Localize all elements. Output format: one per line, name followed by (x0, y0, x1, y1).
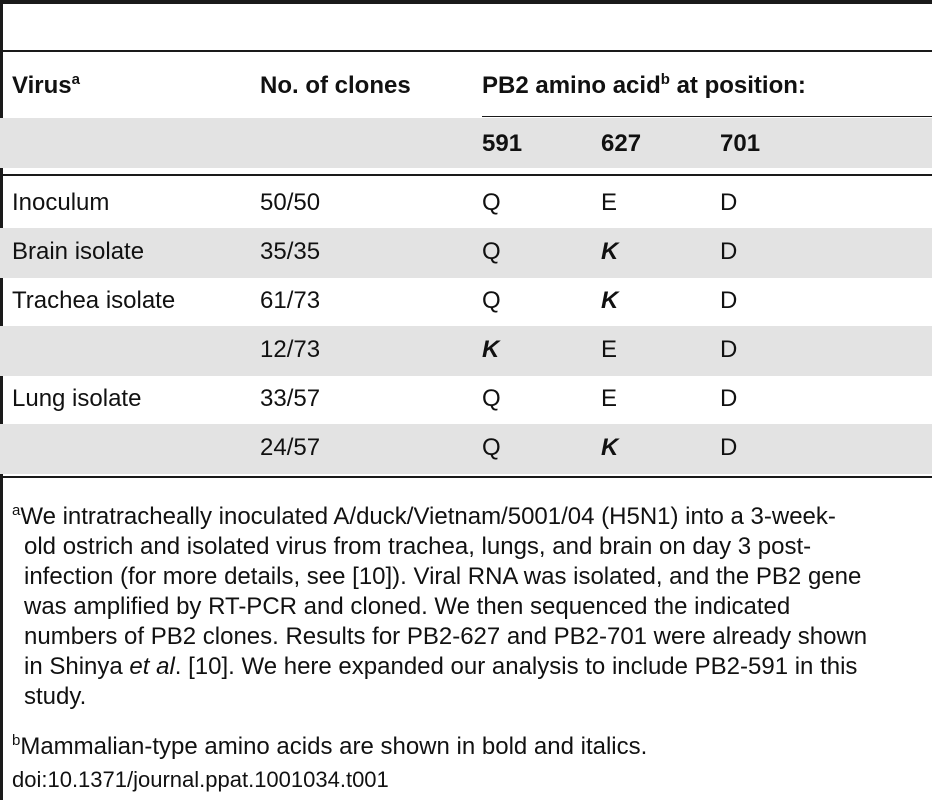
row3-clones: 61/73 (260, 287, 321, 314)
row3-701: D (720, 287, 738, 314)
position-627: 627 (601, 130, 642, 157)
row1-clones: 50/50 (260, 189, 321, 216)
row5-virus: Lung isolate (12, 385, 142, 412)
row2-591: Q (482, 238, 501, 265)
row6-591: Q (482, 434, 501, 461)
row1-627: E (601, 189, 618, 216)
row2-clones: 35/35 (260, 238, 321, 265)
row1-virus: Inoculum (12, 189, 110, 216)
row4-591: K (482, 336, 500, 363)
header-bottom-rule (0, 174, 932, 176)
row5-clones: 33/57 (260, 385, 321, 412)
row3-virus: Trachea isolate (12, 287, 176, 314)
row4-627: E (601, 336, 618, 363)
row2-627: K (601, 238, 619, 265)
position-701: 701 (720, 130, 761, 157)
row-band-6 (0, 424, 932, 474)
row6-clones: 24/57 (260, 434, 321, 461)
row2-701: D (720, 238, 738, 265)
row5-591: Q (482, 385, 501, 412)
header-virus: Virus$^a$ (12, 71, 80, 99)
top-border (0, 0, 932, 4)
row1-591: Q (482, 189, 501, 216)
row-band-4 (0, 326, 932, 376)
header-clones: No. of clones (260, 72, 411, 99)
table-bottom-rule (0, 476, 932, 478)
row3-627: K (601, 287, 619, 314)
row1-701: D (720, 189, 738, 216)
footnote-b: $^b$Mammalian-type amino acids are shown in bold and italics. (12, 732, 648, 760)
header-pb2: PB2 amino acid$^b$ at position: (482, 71, 806, 99)
row4-clones: 12/73 (260, 336, 321, 363)
row6-627: K (601, 434, 619, 461)
doi-link[interactable]: doi:10.1371/journal.ppat.1001034.t001 (12, 767, 389, 792)
positions-band (0, 118, 932, 168)
row3-591: Q (482, 287, 501, 314)
header-top-rule (0, 50, 932, 52)
row5-627: E (601, 385, 618, 412)
row5-701: D (720, 385, 738, 412)
row2-virus: Brain isolate (12, 238, 145, 265)
row6-701: D (720, 434, 738, 461)
row4-701: D (720, 336, 738, 363)
footnote-a: $^a$We intratracheally inoculated A/duck/Vietnam/5001/04 (H5N1) into a 3-week- old ostrich and isolated virus from trachea, lungs, and brain on day 3 post- infection (for more details, see [10]). Viral RNA was isolated, and the PB2 gene was amplified by RT-PCR and cloned. We then sequenced the indicated numbers of PB2 clones. Results for PB2-627 and PB2-701 were already shown in Shinya et al. [10]. We here expanded our analysis to include PB2-591 in this study. (12, 502, 868, 710)
position-subheader-rule (482, 116, 932, 117)
position-591: 591 (482, 130, 523, 157)
